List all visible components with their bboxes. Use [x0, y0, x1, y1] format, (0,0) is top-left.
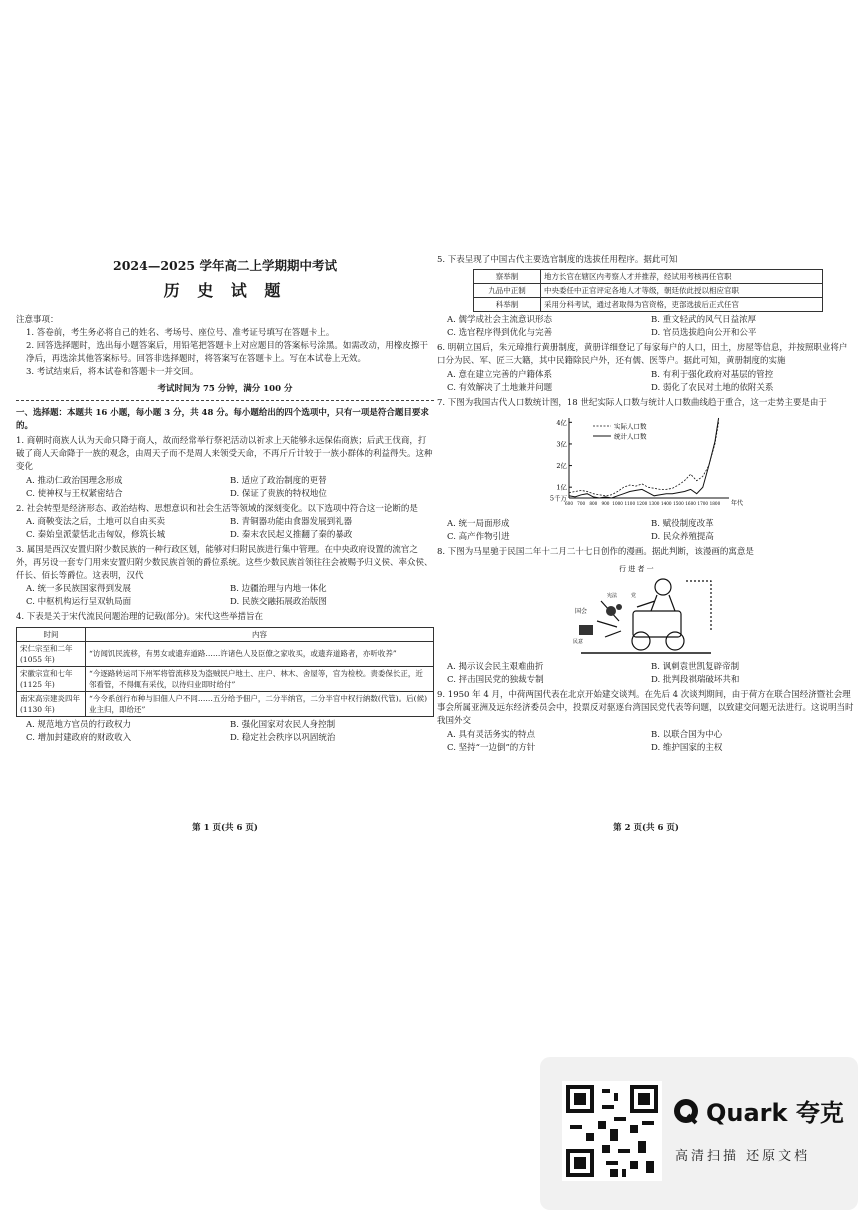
exam-title: 2024—2025 学年高二上学期期中考试 — [113, 258, 337, 273]
table-header: 内容 — [86, 627, 434, 641]
table-header: 时间 — [17, 627, 86, 641]
question-3-options — [16, 583, 434, 609]
option[interactable]: B. 有利于强化政府对基层的管控 — [651, 369, 774, 380]
option[interactable]: D. 民众养殖提高 — [651, 531, 714, 542]
x-tick-label: 700 — [577, 500, 586, 506]
option[interactable]: B. 以联合国为中心 — [651, 729, 723, 740]
question-7: 7. 下图为我国古代人口数统计图，18 世纪实际人口数与统计人口数曲线趋于重合，这一走势主要是由于 — [437, 397, 827, 408]
option[interactable]: A. 揭示议会民主艰难曲折 — [447, 662, 544, 673]
option[interactable]: C. 增加封建政府的财政收入 — [26, 732, 132, 743]
y-tick-label: 2亿 — [556, 461, 567, 470]
y-tick-label: 4亿 — [556, 418, 567, 427]
option[interactable]: A. 统一多民族国家得到发展 — [26, 584, 132, 595]
table-row — [17, 641, 434, 666]
table-cell: 采用分科考试，通过者取得为官资格，吏部选拔后正式任官 — [541, 298, 823, 312]
page-right — [437, 252, 855, 755]
quark-logo-icon — [672, 1097, 702, 1127]
question-5: 5. 下表呈现了中国古代主要选官制度的选拔任用程序。据此可知 — [437, 255, 678, 265]
question-4: 4. 下表是关于宋代流民问题治理的记载(部分)。宋代这些举措旨在 — [16, 612, 263, 623]
option[interactable]: D. 官员选拔趋向公开和公平 — [651, 328, 757, 339]
x-tick-label: 1800 — [709, 500, 721, 506]
option[interactable]: C. 有效解决了土地兼并问题 — [447, 382, 553, 393]
table-cell: 察举制 — [474, 270, 541, 284]
x-tick-label: 1400 — [660, 500, 672, 506]
x-tick-label: 1500 — [673, 500, 684, 506]
table-row — [474, 284, 823, 298]
option[interactable]: D. 民族交融拓展政治版图 — [230, 597, 327, 608]
option[interactable]: A. 推动仁政治国理念形成 — [26, 475, 123, 486]
option[interactable]: B. 青铜器功能由食器发展到礼器 — [230, 516, 353, 527]
official-selection-table — [473, 269, 823, 312]
question-8: 8. 下图为马星驰于民国二年十二月二十七日创作的漫画。据此判断，该漫画的寓意是 — [437, 546, 754, 557]
page-number-right: 第 2 页(共 6 页) — [613, 823, 679, 833]
question-1-options — [16, 475, 434, 501]
cartoon-label: 民意 — [573, 639, 584, 646]
x-tick-label: 1600 — [685, 500, 696, 506]
table-cell: 中央委任中正官评定各地人才等级，朝廷依此授以相应官职 — [541, 284, 823, 298]
table-row — [474, 270, 823, 284]
option[interactable]: C. 选官程序得到优化与完善 — [447, 328, 553, 339]
question-7-options — [437, 518, 855, 544]
question-5-options — [437, 314, 855, 340]
y-tick-label: 5千万 — [549, 494, 567, 503]
option[interactable]: B. 重文轻武的风气日益浓厚 — [651, 315, 757, 326]
x-tick-label: 1100 — [624, 500, 636, 506]
cartoon-image — [571, 561, 721, 659]
section-heading: 一、选择题：本题共 16 小题，每小题 3 分，共 48 分。每小题给出的四个选项中，只有一项是符合题目要求的。 — [16, 408, 429, 431]
y-tick-label: 3亿 — [556, 440, 567, 449]
option[interactable]: A. 意在建立完善的户籍体系 — [447, 369, 553, 380]
cartoon-label: 国会 — [575, 608, 588, 616]
table-cell: 九品中正制 — [474, 284, 541, 298]
option[interactable]: C. 坚持“一边倒”的方针 — [447, 742, 536, 753]
divider — [16, 400, 434, 401]
question-4-options — [16, 719, 434, 745]
x-tick-label: 600 — [565, 500, 573, 506]
question-9-options — [437, 729, 855, 755]
cartoon-label: 党 — [631, 593, 637, 600]
page-number-left: 第 1 页(共 6 页) — [192, 823, 258, 833]
song-policy-table — [16, 627, 434, 717]
question-9: 9. 1950 年 4 月，中荷两国代表在北京开始建交谈判。在先后 4 次谈判期间，由于荷方在联合国经济暨社会理事会所属亚洲及远东经济委员会中，投票反对驱逐台湾国民党代表等问题，以致建交问题无法进行。这说明当时我国外交 — [437, 690, 854, 727]
option[interactable]: C. 高产作物引进 — [447, 531, 510, 542]
option[interactable]: B. 边疆治理与内地一体化 — [230, 584, 327, 595]
cartoon-label: 宪法 — [607, 593, 618, 600]
legend-label: 统计人口数 — [614, 432, 647, 441]
table-row — [474, 298, 823, 312]
table-cell: 宋仁宗至和二年(1055 年) — [17, 641, 86, 666]
table-cell: “今令系创行布种与旧佃人户不同……五分给予佃户，二分半纳官，二分半官中权行納数(代管)。后(候)业主归，即给还” — [86, 691, 434, 716]
table-cell: 宋徽宗宣和七年(1125 年) — [17, 666, 86, 691]
qr-code-icon — [562, 1081, 662, 1181]
exam-subject: 历 史 试 题 — [163, 281, 287, 300]
option[interactable]: B. 适应了政治制度的更替 — [230, 475, 327, 486]
x-tick-label: 900 — [601, 500, 610, 506]
x-axis-label: 年代 — [731, 499, 744, 507]
option[interactable]: A. 具有灵活务实的特点 — [447, 729, 536, 740]
note-item: 3. 考试结束后，将本试卷和答题卡一并交回。 — [26, 367, 199, 377]
option[interactable]: D. 批判段祺瑞破坏共和 — [651, 675, 740, 686]
x-tick-label: 800 — [589, 500, 598, 506]
quark-brand: Quark 夸克 — [706, 1099, 844, 1127]
scan-watermark-badge — [540, 1057, 858, 1210]
option[interactable]: D. 秦末农民起义推翻了秦的暴政 — [230, 529, 353, 540]
table-cell: 南宋高宗建炎四年(1130 年) — [17, 691, 86, 716]
x-tick-label: 1000 — [612, 500, 623, 506]
cartoon-caption: 行 进 者 一 — [619, 565, 654, 574]
option[interactable]: B. 讽刺袁世凯复辟帝制 — [651, 662, 740, 673]
option[interactable]: B. 赋役制度改革 — [651, 518, 714, 529]
question-6: 6. 明朝立国后，朱元璋推行黄册制度，黄册详细登记了每家每户的人口，田土，房屋等信息，并按照职业将户口分为民、军、匠三大籍，其中民籍除民户外，还有儒、医等户。据此可知，黄册制度的实施 — [437, 343, 848, 367]
option[interactable]: D. 保证了贵族的特权地位 — [230, 488, 327, 499]
table-cell: “访闻饥民流移，有男女或遗弃道路……许诸色人及臣僚之家收买，或遗弃道路者，亦听收养” — [86, 641, 434, 666]
badge-tagline: 高清扫描 还原文档 — [675, 1149, 811, 1164]
question-6-options — [437, 369, 855, 395]
question-3: 3. 属国是西汉安置归附少数民族的一种行政区划，能够对归附民族进行集中管理。在中央政府设置的流官之外，再另设一套专门用来安置归附少数民族首领的爵位系统。这些少数民族首领往往会被赐予归义侯、率众侯、仟长、佰长等爵位。这表明，汉代 — [16, 544, 433, 582]
legend-label: 实际人口数 — [614, 422, 647, 431]
option[interactable]: A. 规范地方官员的行政权力 — [26, 719, 132, 730]
option[interactable]: D. 弱化了农民对土地的依附关系 — [651, 382, 774, 393]
question-8-options — [437, 661, 855, 687]
notes-heading: 注意事项： — [16, 315, 59, 325]
note-item: 1. 答卷前，考生务必将自己的姓名、考场号、座位号、准考证号填写在答题卡上。 — [26, 328, 335, 338]
page-left — [16, 252, 434, 745]
population-chart — [541, 412, 751, 516]
x-tick-label: 1700 — [697, 500, 709, 506]
option[interactable]: A. 儒学成社会主流意识形态 — [447, 315, 553, 326]
option[interactable]: C. 使神权与王权紧密结合 — [26, 488, 123, 499]
time-note: 考试时间为 75 分钟，满分 100 分 — [157, 384, 293, 394]
option[interactable]: D. 维护国家的主权 — [651, 742, 723, 753]
option[interactable]: C. 中枢机构运行呈双轨局面 — [26, 597, 132, 608]
question-2: 2. 社会转型是经济形态、政治结构、思想意识和社会生活等领域的深刻变化。以下选项中符合这一论断的是 — [16, 503, 418, 514]
table-row — [17, 666, 434, 691]
option[interactable]: C. 抨击国民党的独裁专制 — [447, 675, 544, 686]
option[interactable]: A. 商鞅变法之后，土地可以自由买卖 — [26, 516, 166, 527]
note-item: 2. 回答选择题时，选出每小题答案后，用铅笔把答题卡上对应题目的答案标号涂黑。如需改动，用橡皮擦干净后，再选涂其他答案标号。回答非选择题时，将答案写在答题卡上。写在本试卷上无效。 — [26, 341, 428, 364]
option[interactable]: B. 强化国家对农民人身控制 — [230, 719, 336, 730]
table-cell: “今逐路转运司下州军将管流移及为盗贼民户地土、庄户、林木、舍屋等，官为检校。责委保长正，近邻看管，不得辄有采伐，以待归业即时给付” — [86, 666, 434, 691]
table-cell: 地方长官在辖区内考察人才并推荐，经试用考核再任官职 — [541, 270, 823, 284]
table-row — [17, 691, 434, 716]
option[interactable]: D. 稳定社会秩序以巩固统治 — [230, 732, 336, 743]
question-1: 1. 商朝时商族人认为天命只降于商人，故而经常举行祭祀活动以祈求上天能够永远保佑商族；后武王伐商，打破了商人天命降于一族的观念，由周天子而不是周人来领受天命，不再斤斤计较于一族小群体的利益得失。这种变化 — [16, 436, 433, 473]
x-tick-label: 1300 — [648, 500, 660, 506]
question-2-options — [16, 516, 434, 542]
x-tick-label: 1200 — [636, 500, 648, 506]
y-tick-label: 1亿 — [556, 483, 567, 492]
option[interactable]: C. 秦始皇派蒙恬北击匈奴，修筑长城 — [26, 529, 166, 540]
table-cell: 科举制 — [474, 298, 541, 312]
option[interactable]: A. 统一局面形成 — [447, 518, 510, 529]
